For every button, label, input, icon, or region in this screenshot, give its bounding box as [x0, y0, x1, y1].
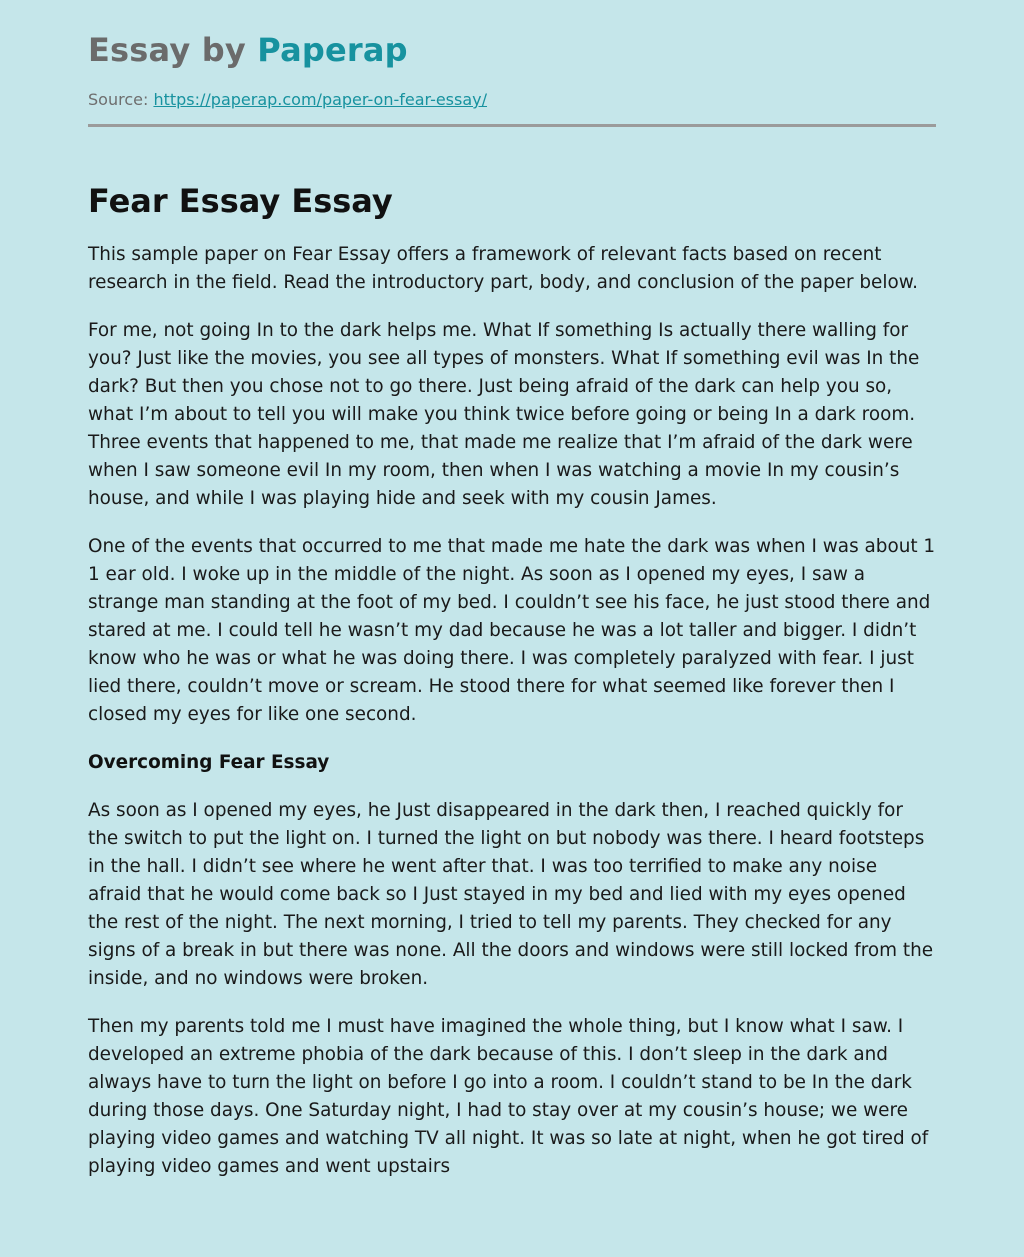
source-label: Source: — [88, 90, 149, 109]
section-heading: Overcoming Fear Essay — [88, 752, 330, 773]
article-paragraph: As soon as I opened my eyes, he Just disappeared in the dark then, I reached quickly for the switch to put the light on. I turned the light on but nobody was there. I heard footsteps in the hall. I didn’t see where he went after that. I was too terrified to make any noise afraid that he would come back so I Just stayed in my bed and lied with my eyes opened the rest of the night. The next morning, I tried to tell my parents. They checked for any signs of a break in but there was none. All the doors and windows were still locked from the inside, and no windows were broken. — [88, 800, 934, 989]
site-brand[interactable] — [88, 30, 408, 70]
article-paragraph: One of the events that occurred to me that made me hate the dark was when I was about 1 1 ear old. I woke up in the middle of the night. As soon as I opened my eyes, I saw a strange man standing at the foot of my bed. I couldn’t see his face, he just stood there and stared at me. I could tell he wasn’t my dad because he was a lot taller and bigger. I didn’t know who he was or what he was doing there. I was completely paralyzed with fear. I just lied there, couldn’t move or scream. He stood there for what seemed like forever then I closed my eyes for like one second. — [88, 536, 936, 725]
article-body — [88, 241, 936, 1201]
header-divider — [88, 124, 936, 127]
article-paragraph: This sample paper on Fear Essay offers a framework of relevant facts based on recent research in the field. Read the introductory part, body, and conclusion of the paper below. — [88, 244, 918, 293]
brand-name: Paperap — [257, 31, 408, 69]
source-line — [88, 89, 487, 111]
brand-prefix: Essay by — [88, 31, 246, 69]
article-title: Fear Essay Essay — [88, 182, 393, 220]
source-link[interactable]: https://paperap.com/paper-on-fear-essay/ — [153, 90, 488, 109]
article-paragraph: Then my parents told me I must have imagined the whole thing, but I know what I saw. I developed an extreme phobia of the dark because of this. I don’t sleep in the dark and always have to turn the light on before I go into a room. I couldn’t stand to be In the dark during those days. One Saturday night, I had to stay over at my cousin’s house; we were playing video games and watching TV all night. It was so late at night, when he got tired of playing video games and went upstairs — [88, 1016, 929, 1177]
article-paragraph: For me, not going In to the dark helps me. What If something Is actually there walling for you? Just like the movies, you see all types of monsters. What If something evil was In the dark? But then you chose not to go there. Just being afraid of the dark can help you so, what I’m about to tell you will make you think twice before going or being In a dark room. Three events that happened to me, that made me realize that I’m afraid of the dark were when I saw someone evil In my room, then when I was watching a movie In my cousin’s house, and while I was playing hide and seek with my cousin James. — [88, 320, 920, 509]
